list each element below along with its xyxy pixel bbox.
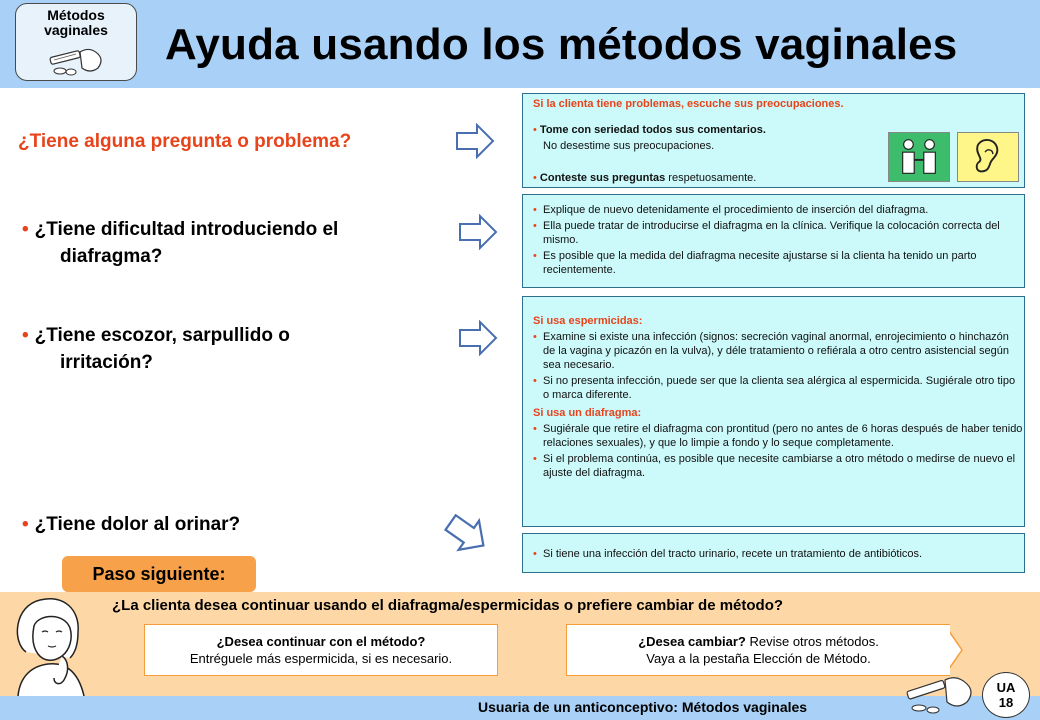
question-irritation — [22, 322, 290, 376]
box1-item1-bold: Tome con seriedad todos sus comentarios. — [539, 124, 766, 136]
ear-icon — [957, 132, 1019, 182]
badge-line2: 18 — [998, 695, 1014, 710]
bullet: • — [22, 219, 29, 240]
footer-title: Usuaria de un anticonceptivo: Métodos vaginales — [478, 699, 808, 715]
switch-option-text1: Revise otros métodos. — [745, 634, 879, 649]
question-insertion — [22, 216, 338, 270]
box2-list — [523, 195, 1024, 277]
box3-item: • Si el problema continúa, es posible que necesite cambiarse a otro método o medirse de nuevo el ajuste del diafragma. — [523, 452, 1024, 480]
applicator-hand-icon — [905, 672, 977, 718]
applicator-hand-icon — [46, 44, 110, 78]
tab-label-line2: vaginales — [44, 22, 108, 38]
bullet: • — [22, 325, 29, 346]
box3-list-spermicide — [523, 330, 1024, 402]
continue-option-text: Entréguele más espermicida, si es necesario. — [189, 651, 453, 666]
continue-method-option[interactable] — [144, 624, 498, 676]
question-irritation-line2: irritación? — [60, 352, 153, 373]
box4-item: • Si tiene una infección del tracto urinario, recete un tratamiento de antibióticos. — [523, 547, 1024, 561]
box3-item: • Examine si existe una infección (signos: secreción vaginal anormal, enrojecimiento o hinchazón de la vagina y picazón en la vulva), y déle tratamiento o refiérala a otro centro asistencial según sea necesario. — [523, 330, 1024, 372]
box1-item1-sub: No desestime sus preocupaciones. — [543, 140, 715, 152]
box1-item2 — [533, 171, 756, 185]
tab-label — [16, 8, 136, 38]
question-urination — [22, 511, 240, 538]
arrow-right-icon — [458, 320, 498, 356]
bullet: • — [533, 124, 537, 136]
listen-concerns-box — [522, 93, 1025, 188]
switch-method-option[interactable] — [566, 624, 950, 676]
woman-thinking-icon — [4, 592, 104, 696]
switch-option-title: ¿Desea cambiar? — [638, 634, 746, 649]
insertion-help-box — [522, 194, 1025, 288]
page-title: Ayuda usando los métodos vaginales — [165, 20, 958, 69]
handshake-icon — [888, 132, 950, 182]
box2-item: • Es posible que la medida del diafragma necesite ajustarse si la clienta ha tenido un parto recientemente. — [523, 249, 1024, 277]
box2-item: • Ella puede tratar de introducirse el diafragma en la clínica. Verifique la colocación correcta del mismo. — [523, 219, 1024, 247]
box3-heading-spermicide: Si usa espermicidas: — [533, 315, 643, 327]
urination-help-box — [522, 533, 1025, 573]
box3-item: • Sugiérale que retire el diafragma con prontitud (pero no antes de 6 horas después de haber tenido relaciones sexuales), y que lo limpie a fondo y lo seque completamente. — [523, 422, 1024, 450]
page-badge — [982, 672, 1030, 718]
arrow-right-icon — [455, 123, 495, 159]
box1-heading: Si la clienta tiene problemas, escuche sus preocupaciones. — [533, 98, 844, 110]
next-step-question: ¿La clienta desea continuar usando el diafragma/espermicidas o prefiere cambiar de método? — [112, 597, 784, 614]
switch-option-text2: Vaya a la pestaña Elección de Método. — [646, 651, 871, 666]
box1-item1 — [533, 123, 766, 137]
arrow-right-icon — [458, 214, 498, 250]
tab-label-line1: Métodos — [47, 7, 105, 23]
bullet: • — [22, 514, 29, 535]
box2-item: • Explique de nuevo detenidamente el procedimiento de inserción del diafragma. — [523, 203, 1024, 217]
question-main: ¿Tiene alguna pregunta o problema? — [18, 131, 352, 152]
box4-list — [523, 534, 1024, 561]
box3-item: • Si no presenta infección, puede ser que la clienta sea alérgica al espermicida. Sugiérale otro tipo o marca diferente. — [523, 374, 1024, 402]
arrow-down-right-icon — [444, 514, 490, 554]
continue-option-title: ¿Desea continuar con el método? — [216, 634, 426, 649]
method-tab[interactable] — [15, 3, 137, 81]
question-urination-text: ¿Tiene dolor al orinar? — [34, 514, 241, 535]
question-insertion-line2: diafragma? — [60, 246, 163, 267]
irritation-help-box — [522, 296, 1025, 527]
box3-list-diaphragm — [523, 422, 1024, 480]
next-step-label: Paso siguiente: — [62, 556, 256, 592]
box1-item2-rest: respetuosamente. — [665, 172, 757, 184]
box1-item2-bold: Conteste sus preguntas — [539, 172, 666, 184]
question-insertion-line1: ¿Tiene dificultad introduciendo el — [34, 219, 339, 240]
bullet: • — [533, 172, 537, 184]
question-irritation-line1: ¿Tiene escozor, sarpullido o — [34, 325, 290, 346]
badge-line1: UA — [996, 680, 1016, 695]
box3-heading-diaphragm: Si usa un diafragma: — [533, 407, 642, 419]
